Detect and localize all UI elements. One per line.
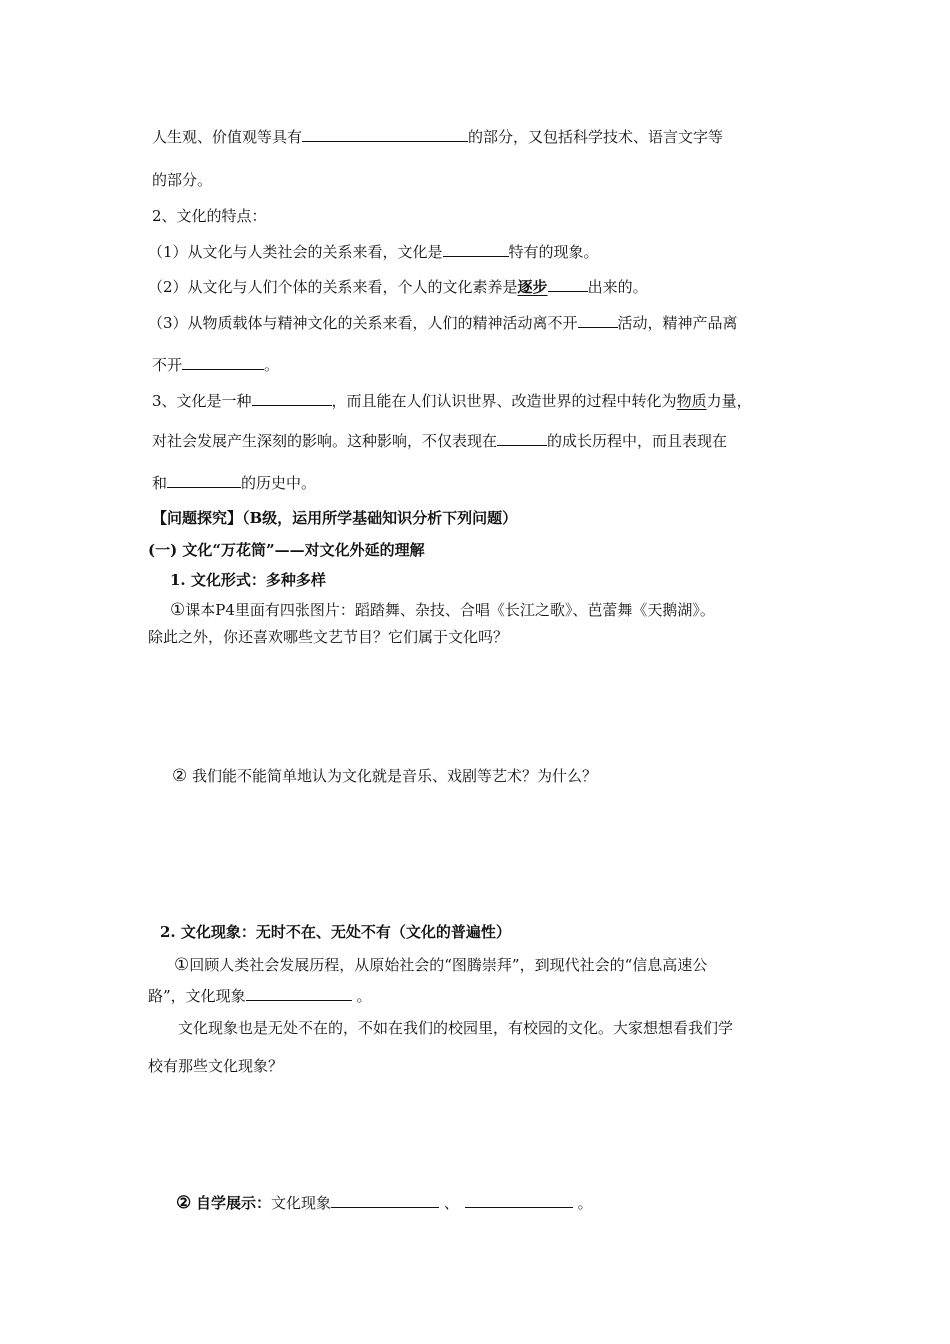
feature-1-text: （1）从文化与人类社会的关系来看，文化是: [148, 243, 443, 261]
inquiry-title-text: 【问题探究】（B级，运用所学基础知识分析下列问题）: [152, 509, 518, 527]
question-4-line-1: [178, 1018, 733, 1038]
feature-3-text: （3）从物质载体与精神文化的关系来看，人们的精神活动离不开: [148, 314, 578, 332]
features-heading: [152, 206, 267, 226]
question-1-line-1: [170, 600, 715, 620]
circled-one-marker: ①: [170, 600, 186, 620]
subsection-1-text: 1. 文化形式：多种多样: [170, 571, 326, 589]
blank-field[interactable]: [182, 354, 264, 370]
question-4-text-a: 文化现象也是无处不在的，不如在我们的校园里，有校园的文化。大家想想看我们学: [178, 1019, 734, 1037]
feature-3-text-d: 。: [264, 356, 280, 374]
question-4-line-2: [148, 1056, 283, 1076]
question-5: [176, 1192, 593, 1213]
feature-2-text-end: 出来的。: [587, 278, 648, 296]
power-keyword: 物质: [676, 392, 707, 410]
subsection-2-text: 2. 文化现象：无时不在、无处不有（文化的普遍性）: [160, 923, 511, 941]
blank-field[interactable]: [578, 312, 618, 328]
blank-field[interactable]: [302, 126, 468, 142]
subsection-1-heading: [170, 570, 326, 590]
subsection-2-heading: [160, 922, 511, 942]
question-5-separator: 、: [439, 1194, 459, 1212]
question-3-line-2: [148, 985, 371, 1006]
features-heading-text: 2、文化的特点：: [152, 207, 267, 225]
feature-3-text-c: 不开: [152, 356, 183, 374]
inquiry-title: [152, 508, 517, 528]
question-2: [172, 766, 597, 786]
power-text-b: ，而且能在人们认识世界、改造世界的过程中转化为: [331, 392, 677, 410]
feature-2: [148, 276, 648, 297]
section-1-heading: [148, 540, 425, 560]
power-text-c: 力量，: [706, 392, 752, 410]
blank-field[interactable]: [497, 430, 547, 446]
blank-field[interactable]: [443, 241, 509, 257]
section-1-text: (一) 文化“万花筒”——对文化外延的理解: [148, 541, 425, 559]
intro-text-a: 人生观、价值观等具有: [152, 128, 303, 146]
question-4-text-b: 校有那些文化现象？: [148, 1057, 284, 1075]
self-study-label: 自学展示：: [196, 1194, 272, 1212]
intro-line-1: [152, 126, 723, 147]
feature-3-text-b: 活动，精神产品离: [617, 314, 738, 332]
power-line-1: [152, 390, 752, 411]
circled-two-marker: ②: [172, 766, 188, 786]
power-text-f: 和: [152, 474, 168, 492]
circled-two-marker: ②: [176, 1193, 192, 1213]
power-text-a: 3、文化是一种: [152, 392, 252, 410]
question-5-text-a: 文化现象: [271, 1194, 332, 1212]
question-3-text-a: 回顾人类社会发展历程，从原始社会的“图腾崇拜”，到现代社会的“信息高速公: [189, 956, 708, 974]
power-text-d: 对社会发展产生深刻的影响。这种影响，不仅表现在: [152, 432, 498, 450]
blank-field[interactable]: [246, 985, 352, 1001]
question-5-end: 。: [572, 1194, 593, 1212]
blank-field[interactable]: [465, 1192, 573, 1208]
feature-1-text-end: 特有的现象。: [508, 243, 599, 261]
intro-text-c: 的部分。: [152, 171, 213, 189]
feature-1: [148, 241, 599, 262]
feature-2-keyword: 逐步: [517, 278, 548, 296]
power-line-2: [152, 430, 727, 451]
blank-field[interactable]: [252, 390, 332, 406]
question-2-text: 我们能不能简单地认为文化就是音乐、戏剧等艺术？为什么？: [192, 767, 598, 785]
question-1-text-b: 除此之外，你还喜欢哪些文艺节目？它们属于文化吗？: [148, 628, 509, 646]
intro-line-2: [152, 170, 212, 190]
question-3-text-b: 路”，文化现象: [148, 987, 246, 1005]
feature-3: [148, 312, 738, 333]
power-text-e: 的成长历程中，而且表现在: [547, 432, 728, 450]
question-1-text-a: 课本P4里面有四张图片：蹈踏舞、杂技、合唱《长江之歌》、芭蕾舞《天鹅湖》。: [185, 601, 715, 619]
blank-field[interactable]: [331, 1192, 439, 1208]
intro-text-b: 的部分，又包括科学技术、语言文字等: [468, 128, 724, 146]
blank-field[interactable]: [548, 276, 588, 292]
question-1-line-2: [148, 627, 508, 647]
blank-field[interactable]: [167, 472, 241, 488]
power-text-g: 的历史中。: [241, 474, 317, 492]
feature-2-text: （2）从文化与人们个体的关系来看，个人的文化素养是: [148, 278, 518, 296]
circled-one-marker: ①: [174, 955, 190, 975]
question-3-line-1: [174, 955, 707, 975]
question-3-text-c: 。: [351, 987, 372, 1005]
power-line-3: [152, 472, 316, 493]
feature-3-cont: [152, 354, 279, 375]
